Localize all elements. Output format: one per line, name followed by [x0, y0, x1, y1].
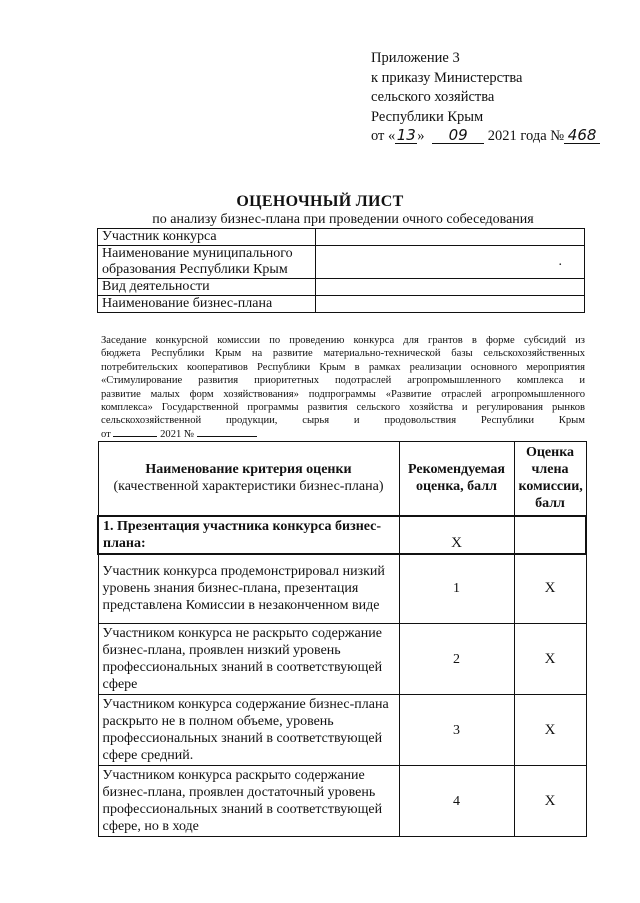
paragraph-line: Заседание конкурсной комиссии по проведению конкурса для грантов в форме субсидий из [101, 335, 585, 346]
document-subtitle: по анализу бизнес-плана при проведении очного собеседования [152, 212, 534, 227]
order-day: 13 [396, 126, 416, 144]
appendix-line: Приложение 3 [371, 50, 460, 66]
paragraph-line: «Стимулирование развития приоритетных подотраслей агропромышленного комплекса и [101, 375, 585, 387]
criteria-row [98, 624, 586, 695]
date-quote-close: » [417, 128, 425, 144]
appendix-line: Республики Крым [371, 108, 484, 125]
paragraph-line: развитие малых форм хозяйствования» подпрограммы «Развитие отраслей агропромышленного [101, 388, 585, 400]
paragraph-date-prefix: от [101, 428, 111, 440]
info-label: Наименование бизнес-плана [98, 296, 316, 313]
criteria-header-row [98, 442, 586, 516]
info-row [98, 246, 585, 279]
info-row [98, 229, 585, 246]
appendix-line: к приказу Министерства [371, 69, 523, 86]
info-value[interactable] [316, 279, 585, 296]
paragraph-date-line [101, 428, 585, 441]
criteria-row [98, 695, 586, 766]
criteria-row [98, 766, 586, 837]
criteria-table [97, 441, 587, 837]
criteria-member-mark[interactable]: X [514, 766, 586, 837]
criteria-member-mark[interactable]: X [514, 624, 586, 695]
paragraph-line: комплекса» Государственной программы развития сельского хозяйства и регулирования рынков [101, 402, 585, 414]
criteria-row [98, 554, 586, 624]
criteria-text: Участником конкурса раскрыто содержание бизнес-плана, проявлен достаточный уровень профессиональных знаний в соответствующей сфере, но в ходе [98, 766, 399, 837]
paragraph-number-blank[interactable] [197, 436, 257, 437]
paragraph-line: сельскохозяйственной продукции, сырья и продовольствия Республики Крым [101, 415, 585, 427]
criteria-score: 4 [399, 766, 514, 837]
criteria-member-mark[interactable]: X [514, 695, 586, 766]
section-member[interactable] [514, 516, 586, 554]
header-member: Оценка члена комиссии, балл [514, 442, 586, 516]
date-prefix: от « [371, 128, 396, 144]
header-criterion-title: Наименование критерия оценки [145, 462, 352, 478]
commission-paragraph [101, 334, 585, 441]
order-date-line [371, 127, 600, 147]
criteria-score: 1 [399, 554, 514, 624]
info-row [98, 296, 585, 313]
header-criterion [98, 442, 399, 516]
paragraph-line: потребительских кооперативов Республики Крым в рамках реализации основного мероприятия [101, 361, 585, 373]
order-month: 09 [432, 127, 484, 144]
criteria-score: 2 [399, 624, 514, 695]
info-value[interactable] [316, 296, 585, 313]
paragraph-line: бюджета Республики Крым на развитие материально-технической базы сельскохозяйственных [101, 348, 585, 360]
criteria-text: Участником конкурса содержание бизнес-плана раскрыто не в полном объеме, уровень профессиональных знаний в соответствующей сфере средний. [98, 695, 399, 766]
document-title: ОЦЕНОЧНЫЙ ЛИСТ [236, 193, 404, 210]
appendix-line: сельского хозяйства [371, 89, 495, 105]
criteria-text: Участник конкурса продемонстрировал низкий уровень знания бизнес-плана, презентация представлена Комиссии в незаконченном виде [98, 554, 399, 624]
info-value[interactable]: . [316, 246, 585, 279]
section-label: 1. Презентация участника конкурса бизнес-плана: [98, 516, 399, 554]
section-row [98, 516, 586, 554]
criteria-text: Участником конкурса не раскрыто содержание бизнес-плана, проявлен низкий уровень профессиональных знаний в соответствующей сфере [98, 624, 399, 695]
header-criterion-subtitle: (качественной характеристики бизнес-плана) [113, 479, 384, 495]
criteria-member-mark[interactable]: X [514, 554, 586, 624]
info-row [98, 279, 585, 296]
appendix-header [371, 49, 600, 147]
header-recommended: Рекомендуемая оценка, балл [399, 442, 514, 516]
info-label: Наименование муниципального образования Республики Крым [98, 246, 316, 279]
criteria-score: 3 [399, 695, 514, 766]
info-label: Вид деятельности [98, 279, 316, 296]
section-recommended: X [399, 516, 514, 554]
info-label: Участник конкурса [98, 229, 316, 246]
order-number: 468 [564, 127, 600, 144]
info-value[interactable] [316, 229, 585, 246]
paragraph-date-year: 2021 № [160, 428, 195, 440]
paragraph-date-blank[interactable] [113, 436, 157, 437]
order-year-text: 2021 года № [487, 128, 565, 144]
participant-info-table [97, 228, 585, 313]
